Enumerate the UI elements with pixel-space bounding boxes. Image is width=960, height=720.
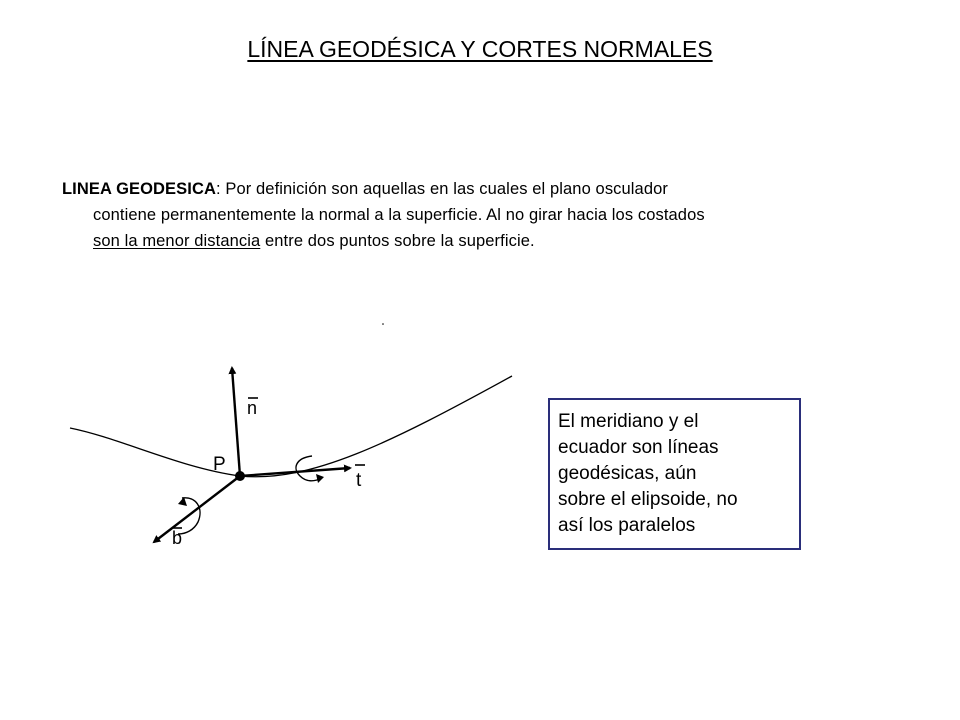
- note-line: geodésicas, aún: [558, 463, 697, 484]
- definition-underlined-text: son la menor distancia: [93, 232, 261, 250]
- geodesic-definition: [62, 176, 892, 254]
- geodesic-diagram: [60, 318, 520, 558]
- binormal-vector: [154, 476, 240, 542]
- tangent-vector: [240, 468, 350, 476]
- definition-separator: :: [216, 180, 221, 198]
- definition-term: LINEA GEODESICA: [62, 180, 216, 198]
- note-line: ecuador son líneas: [558, 437, 719, 458]
- stray-dot: [382, 323, 384, 325]
- definition-text-3: entre dos puntos sobre la superficie.: [260, 232, 535, 250]
- point-label: P: [213, 454, 226, 475]
- note-line: sobre el elipsoide, no: [558, 489, 738, 510]
- binormal-label: b: [172, 528, 183, 548]
- definition-text-1: Por definición son aquellas en las cuales el plano osculador: [220, 180, 668, 198]
- note-line: El meridiano y el: [558, 411, 699, 432]
- tangent-label: t: [356, 470, 362, 491]
- note-box: [548, 398, 801, 550]
- note-line: así los paralelos: [558, 515, 696, 536]
- normal-vector: [232, 368, 240, 476]
- definition-line-2: contiene permanentemente la normal a la superficie. Al no girar hacia los costados: [93, 206, 705, 224]
- tangent-rotation-arrowhead: [316, 474, 324, 483]
- definition-line-3: [62, 228, 892, 254]
- definition-line-1: [62, 176, 892, 202]
- geodesic-curve: [70, 376, 512, 477]
- normal-label: n: [247, 398, 258, 418]
- point-p-dot: [235, 471, 245, 481]
- page-title: LÍNEA GEODÉSICA Y CORTES NORMALES: [247, 36, 713, 62]
